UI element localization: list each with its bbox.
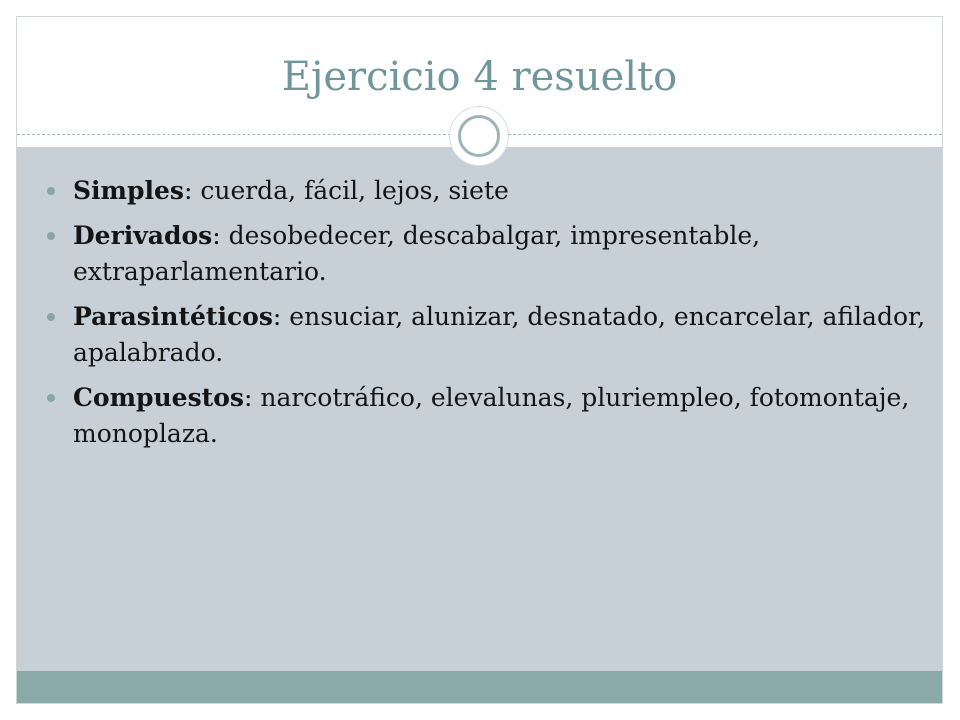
bullet-term: Compuestos — [73, 383, 244, 412]
circle-ornament-icon — [450, 107, 508, 165]
bullet-text: : cuerda, fácil, lejos, siete — [183, 176, 509, 205]
bullet-list — [47, 173, 927, 461]
slide-title: Ejercicio 4 resuelto — [281, 54, 678, 100]
bullet-text: : desobedecer, descabalgar, impresentable, extraparlamentario. — [73, 221, 761, 286]
bullet-term: Parasintéticos — [73, 302, 273, 331]
ring-icon — [458, 115, 500, 157]
bullet-item-compuestos — [47, 380, 927, 452]
bullet-item-parasinteticos — [47, 299, 927, 371]
bullet-icon — [47, 313, 55, 321]
bullet-icon — [47, 394, 55, 402]
bullet-item-derivados — [47, 218, 927, 290]
bullet-text: : narcotráfico, elevalunas, pluriempleo, fotomontaje, monoplaza. — [73, 383, 910, 448]
bullet-term: Derivados — [73, 221, 213, 250]
bullet-icon — [47, 187, 55, 195]
bullet-item-simples — [47, 173, 927, 209]
bullet-term: Simples — [73, 176, 184, 205]
bullet-text: : ensuciar, alunizar, desnatado, encarcelar, afilador, apalabrado. — [73, 302, 926, 367]
slide — [16, 16, 943, 704]
footer-band — [17, 671, 942, 704]
bullet-icon — [47, 232, 55, 240]
